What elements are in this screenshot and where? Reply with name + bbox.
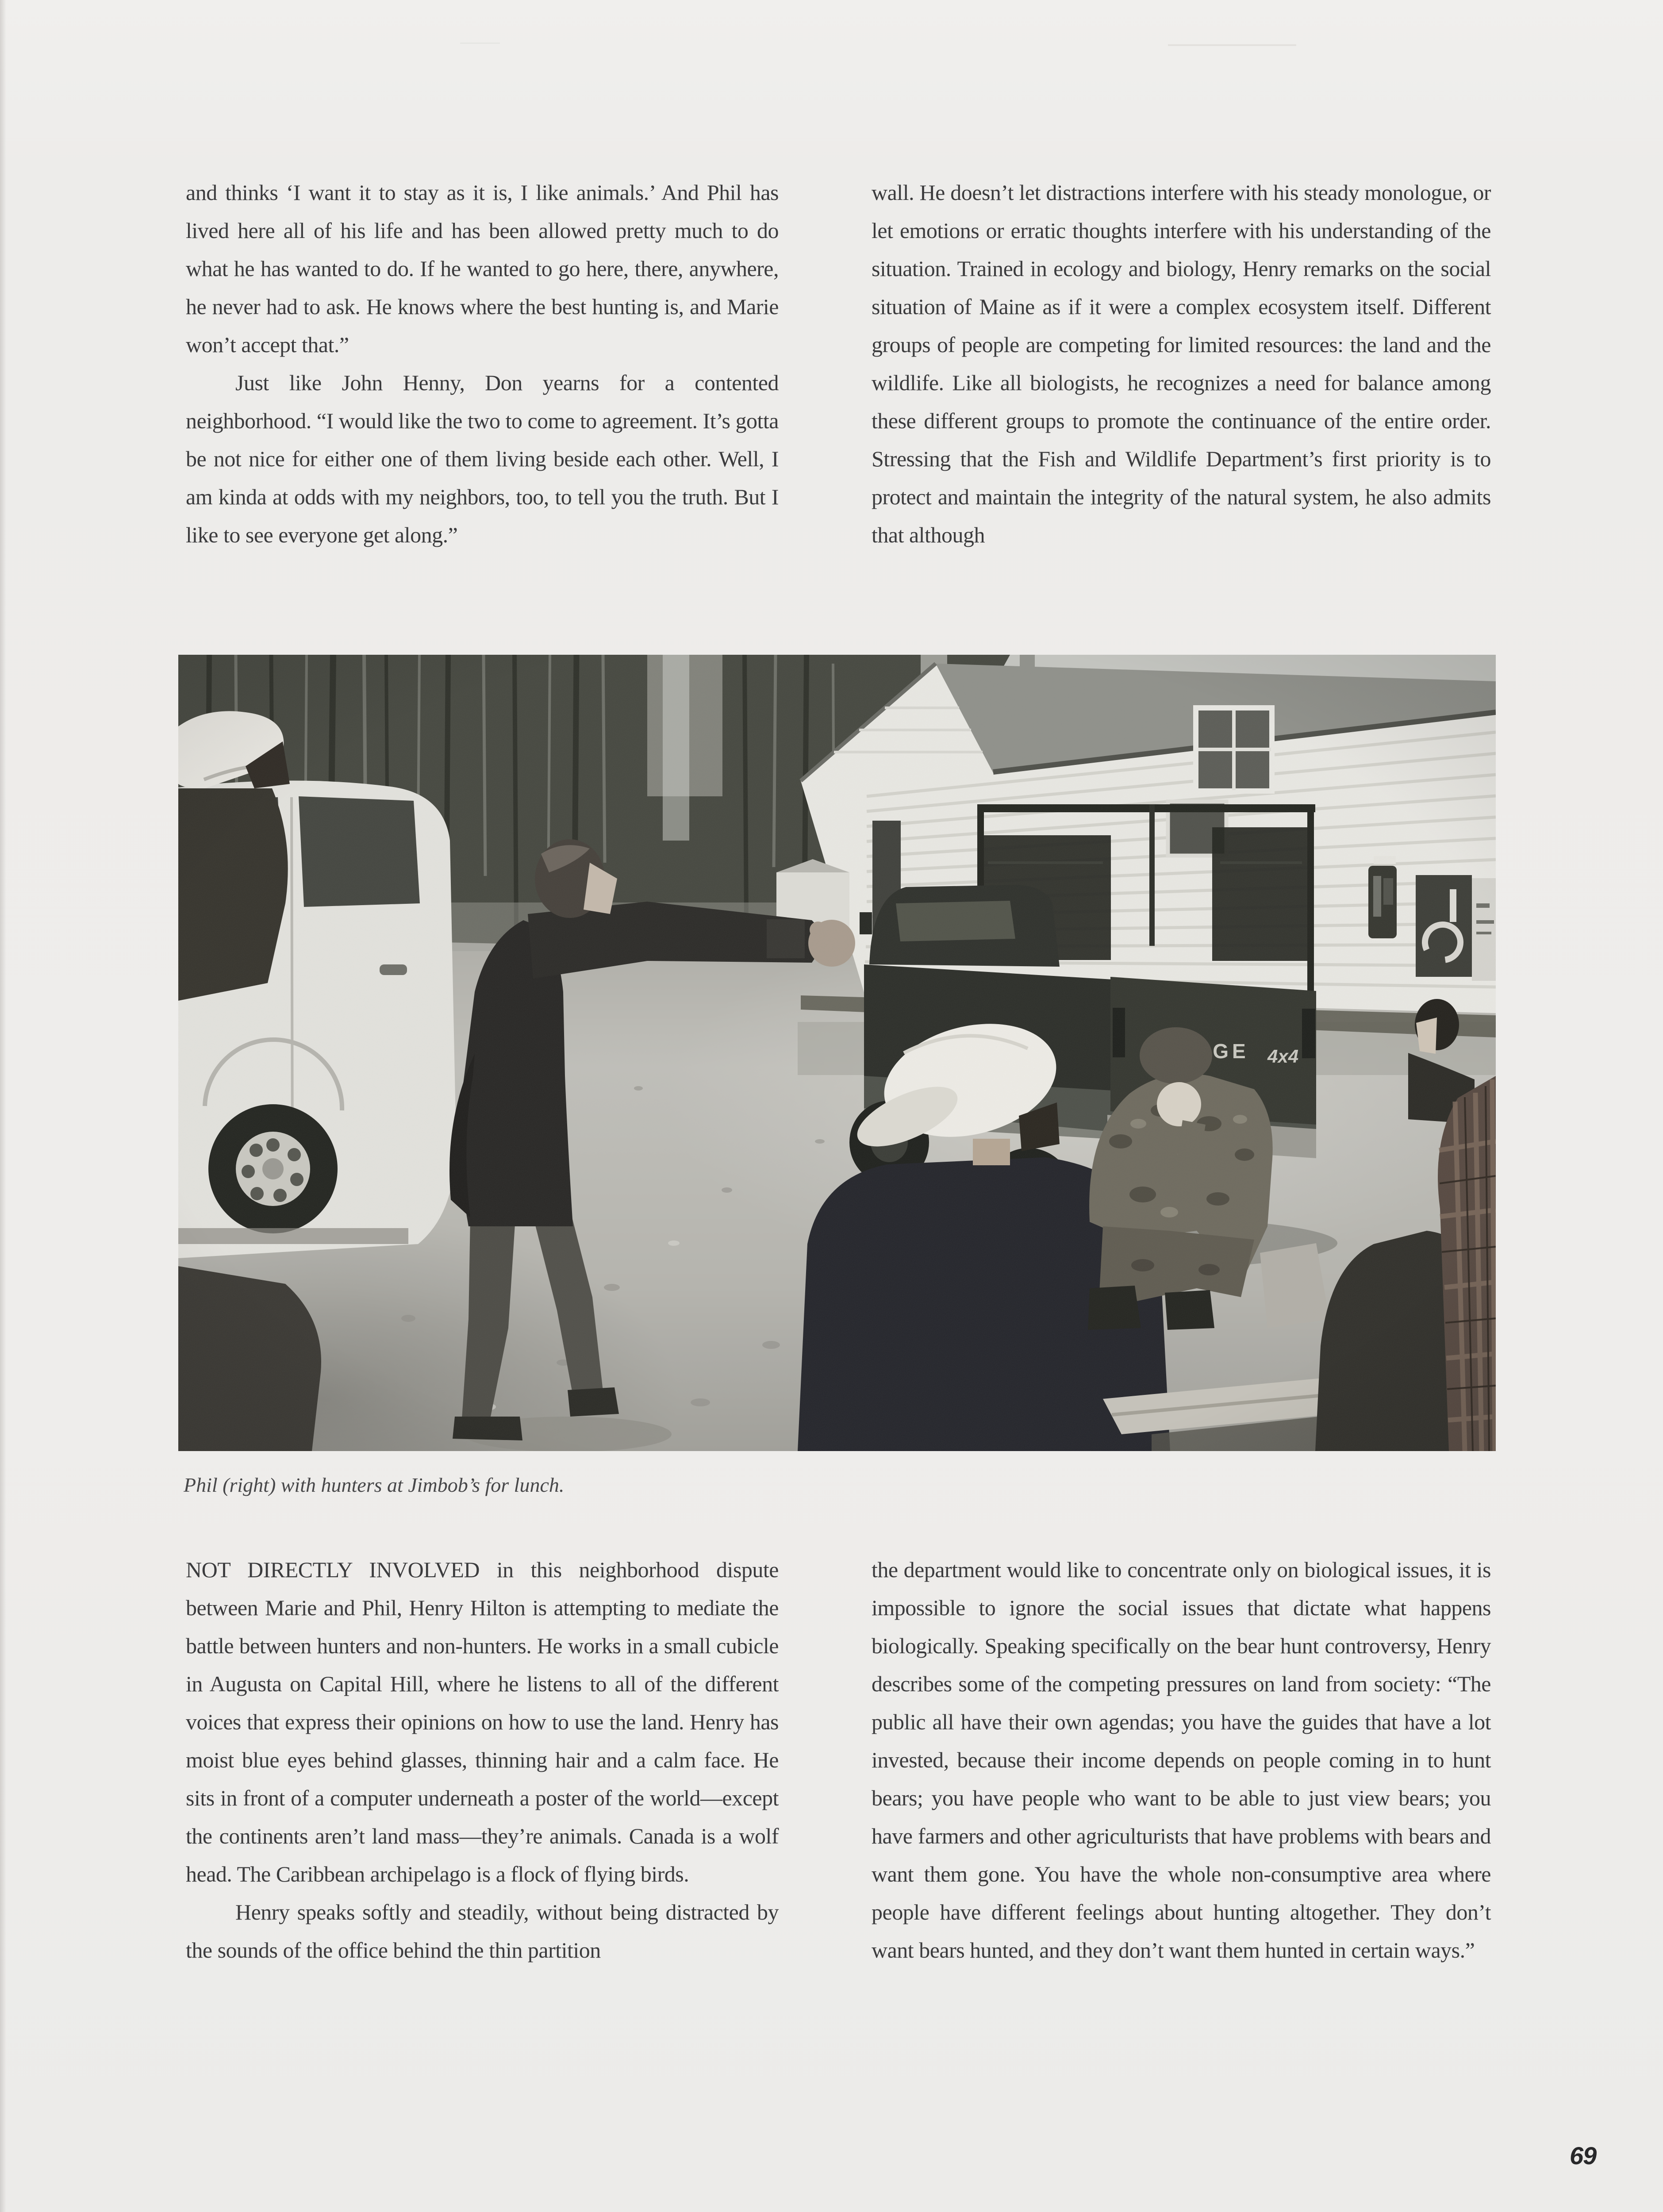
column-bottom-left xyxy=(186,1551,779,1969)
column-bottom-right xyxy=(872,1551,1491,1969)
page-number: 69 xyxy=(1570,2142,1597,2170)
film-grain xyxy=(178,655,1496,1451)
paragraph: NOT DIRECTLY INVOLVED in this neighborhood dispute between Marie and Phil, Henry Hilton is attempting to mediate the battle between hunters and non-hunters. He works in a small cubicle in Augusta on Capital Hill, where he listens to all of the different voices that express their opinions on how to use the land. Henry has moist blue eyes behind glasses, thinning hair and a calm face. He sits in front of a computer underneath a poster of the world—except the continents aren’t land mass—they’re animals. Canada is a wolf head. The Caribbean archipelago is a flock of flying birds. xyxy=(186,1557,779,1886)
paragraph: Henry speaks softly and steadily, without being distracted by the sounds of the office behind the thin partition xyxy=(186,1900,779,1962)
column-top-right xyxy=(872,173,1491,554)
paragraph: Just like John Henny, Don yearns for a contented neighborhood. “I would like the two to come to agreement. It’s gotta be not nice for either one of them living beside each other. Well, I am kinda at odds with my neighbors, too, to tell you the truth. But I like to see everyone get along.” xyxy=(186,370,779,547)
scan-edge-shadow xyxy=(0,0,6,2212)
paragraph: and thinks ‘I want it to stay as it is, I like animals.’ And Phil has lived here all of his life and has been allowed pretty much to do what he has wanted to do. If he wanted to go here, there, anywhere, he never had to ask. He knows where the best hunting is, and Marie won’t accept that.” xyxy=(186,180,779,357)
scan-artifact-line xyxy=(1168,44,1296,46)
paragraph: wall. He doesn’t let distractions interfere with his steady monologue, or let emotions or erratic thoughts interfere with his understanding of the situation. Trained in ecology and biology, Henry remarks on the social situation of Maine as if it were a complex ecosystem itself. Different groups of people are competing for limited resources: the land and the wildlife. Like all biologists, he recognizes a need for balance among these different groups to promote the continuance of the entire order. Stressing that the Fish and Wildlife Department’s first priority is to protect and maintain the integrity of the natural system, he also admits that although xyxy=(872,180,1491,547)
photo-caption: Phil (right) with hunters at Jimbob’s for lunch. xyxy=(184,1474,565,1496)
photo-scene xyxy=(178,655,1496,1451)
scan-artifact-mark xyxy=(460,42,500,44)
column-top-left xyxy=(186,173,779,554)
photo-hunters-at-jimbobs xyxy=(178,655,1496,1451)
paragraph: the department would like to concentrate only on biological issues, it is impossible to ignore the social issues that dictate what happens biologically. Speaking specifically on the bear hunt controversy, Henry describes some of the competing pressures on land from society: “The public all have their own agendas; you have the guides that have a lot invested, because their income depends on people coming in to hunt bears; you have people who want to be able to just view bears; you have farmers and other agriculturists that have problems with bears and want them gone. You have the whole non-consumptive area where people have different feelings about hunting altogether. They don’t want bears hunted, and they don’t want them hunted in certain ways.” xyxy=(872,1557,1491,1962)
